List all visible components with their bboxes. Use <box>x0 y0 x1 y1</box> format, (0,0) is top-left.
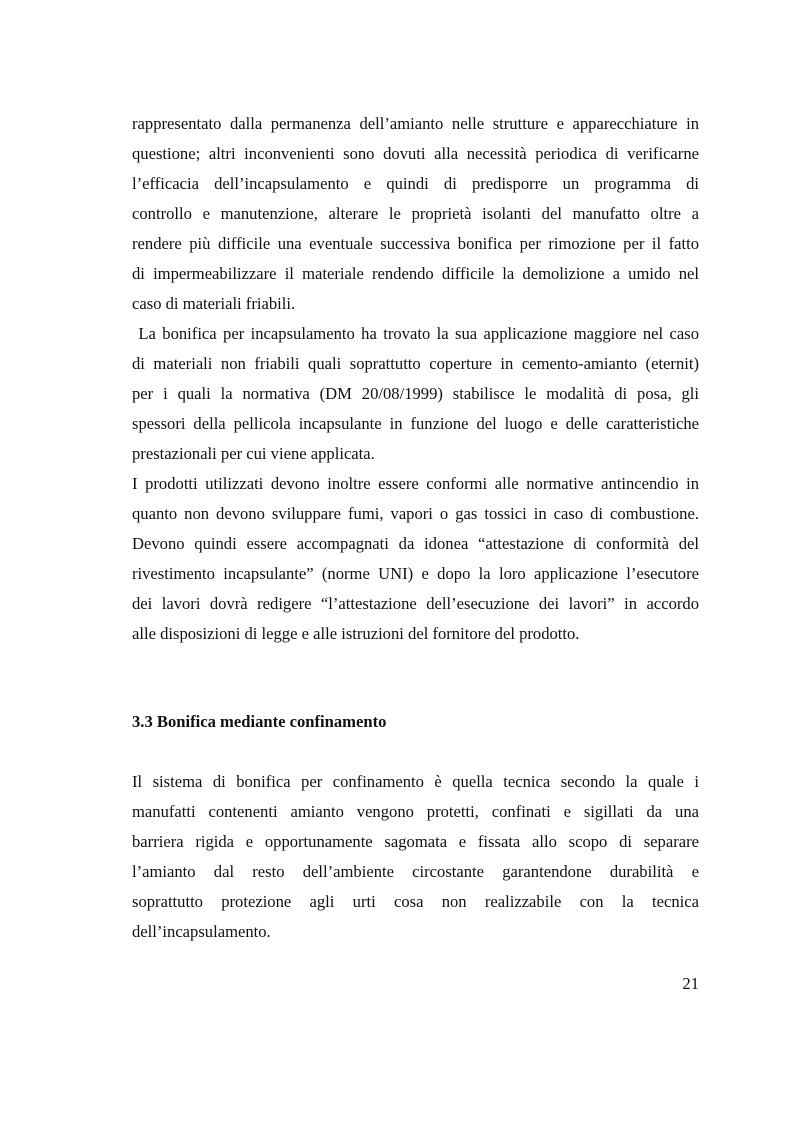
body-text-line: caso di materiali friabili. <box>132 294 296 313</box>
body-text-line: manufatti contenenti amianto vengono protetti, confinati e sigillati da una <box>132 802 699 821</box>
body-text-line: dei lavori dovrà redigere “l’attestazione dell’esecuzione dei lavori” in accordo <box>132 594 699 613</box>
body-text-line: l’amianto dal resto dell’ambiente circostante garantendone durabilità e <box>132 862 699 881</box>
body-text-line: alle disposizioni di legge e alle istruzioni del fornitore del prodotto. <box>132 624 580 643</box>
body-text-line: rappresentato dalla permanenza dell’amianto nelle strutture e apparecchiature in <box>132 114 699 133</box>
section-heading: 3.3 Bonifica mediante confinamento <box>132 712 387 731</box>
body-text-line: prestazionali per cui viene applicata. <box>132 444 375 463</box>
body-text-line: barriera rigida e opportunamente sagomata e fissata allo scopo di separare <box>132 832 699 851</box>
body-text-line: questione; altri inconvenienti sono dovuti alla necessità periodica di verificarne <box>132 144 699 163</box>
body-text-line: Il sistema di bonifica per confinamento è quella tecnica secondo la quale i <box>132 772 699 791</box>
body-text-line: quanto non devono sviluppare fumi, vapori o gas tossici in caso di combustione. <box>132 504 699 523</box>
body-text-line: rivestimento incapsulante” (norme UNI) e dopo la loro applicazione l’esecutore <box>132 564 699 583</box>
body-text-line: I prodotti utilizzati devono inoltre essere conformi alle normative antincendio in <box>132 474 699 493</box>
body-text-line: controllo e manutenzione, alterare le proprietà isolanti del manufatto oltre a <box>132 204 699 223</box>
body-text-line: spessori della pellicola incapsulante in funzione del luogo e delle caratteristiche <box>132 414 699 433</box>
body-text-line: La bonifica per incapsulamento ha trovato la sua applicazione maggiore nel caso <box>132 324 699 343</box>
body-text-line: per i quali la normativa (DM 20/08/1999) stabilisce le modalità di posa, gli <box>132 384 699 403</box>
body-text-line: di impermeabilizzare il materiale rendendo difficile la demolizione a umido nel <box>132 264 699 283</box>
page-number: 21 <box>682 974 699 993</box>
body-text-line: dell’incapsulamento. <box>132 922 271 941</box>
body-text-line: rendere più difficile una eventuale successiva bonifica per rimozione per il fatto <box>132 234 699 253</box>
body-text-line: di materiali non friabili quali soprattutto coperture in cemento-amianto (eternit) <box>132 354 699 373</box>
body-text-line: Devono quindi essere accompagnati da idonea “attestazione di conformità del <box>132 534 699 553</box>
body-text-line: l’efficacia dell’incapsulamento e quindi di predisporre un programma di <box>132 174 699 193</box>
body-text-line: soprattutto protezione agli urti cosa non realizzabile con la tecnica <box>132 892 699 911</box>
